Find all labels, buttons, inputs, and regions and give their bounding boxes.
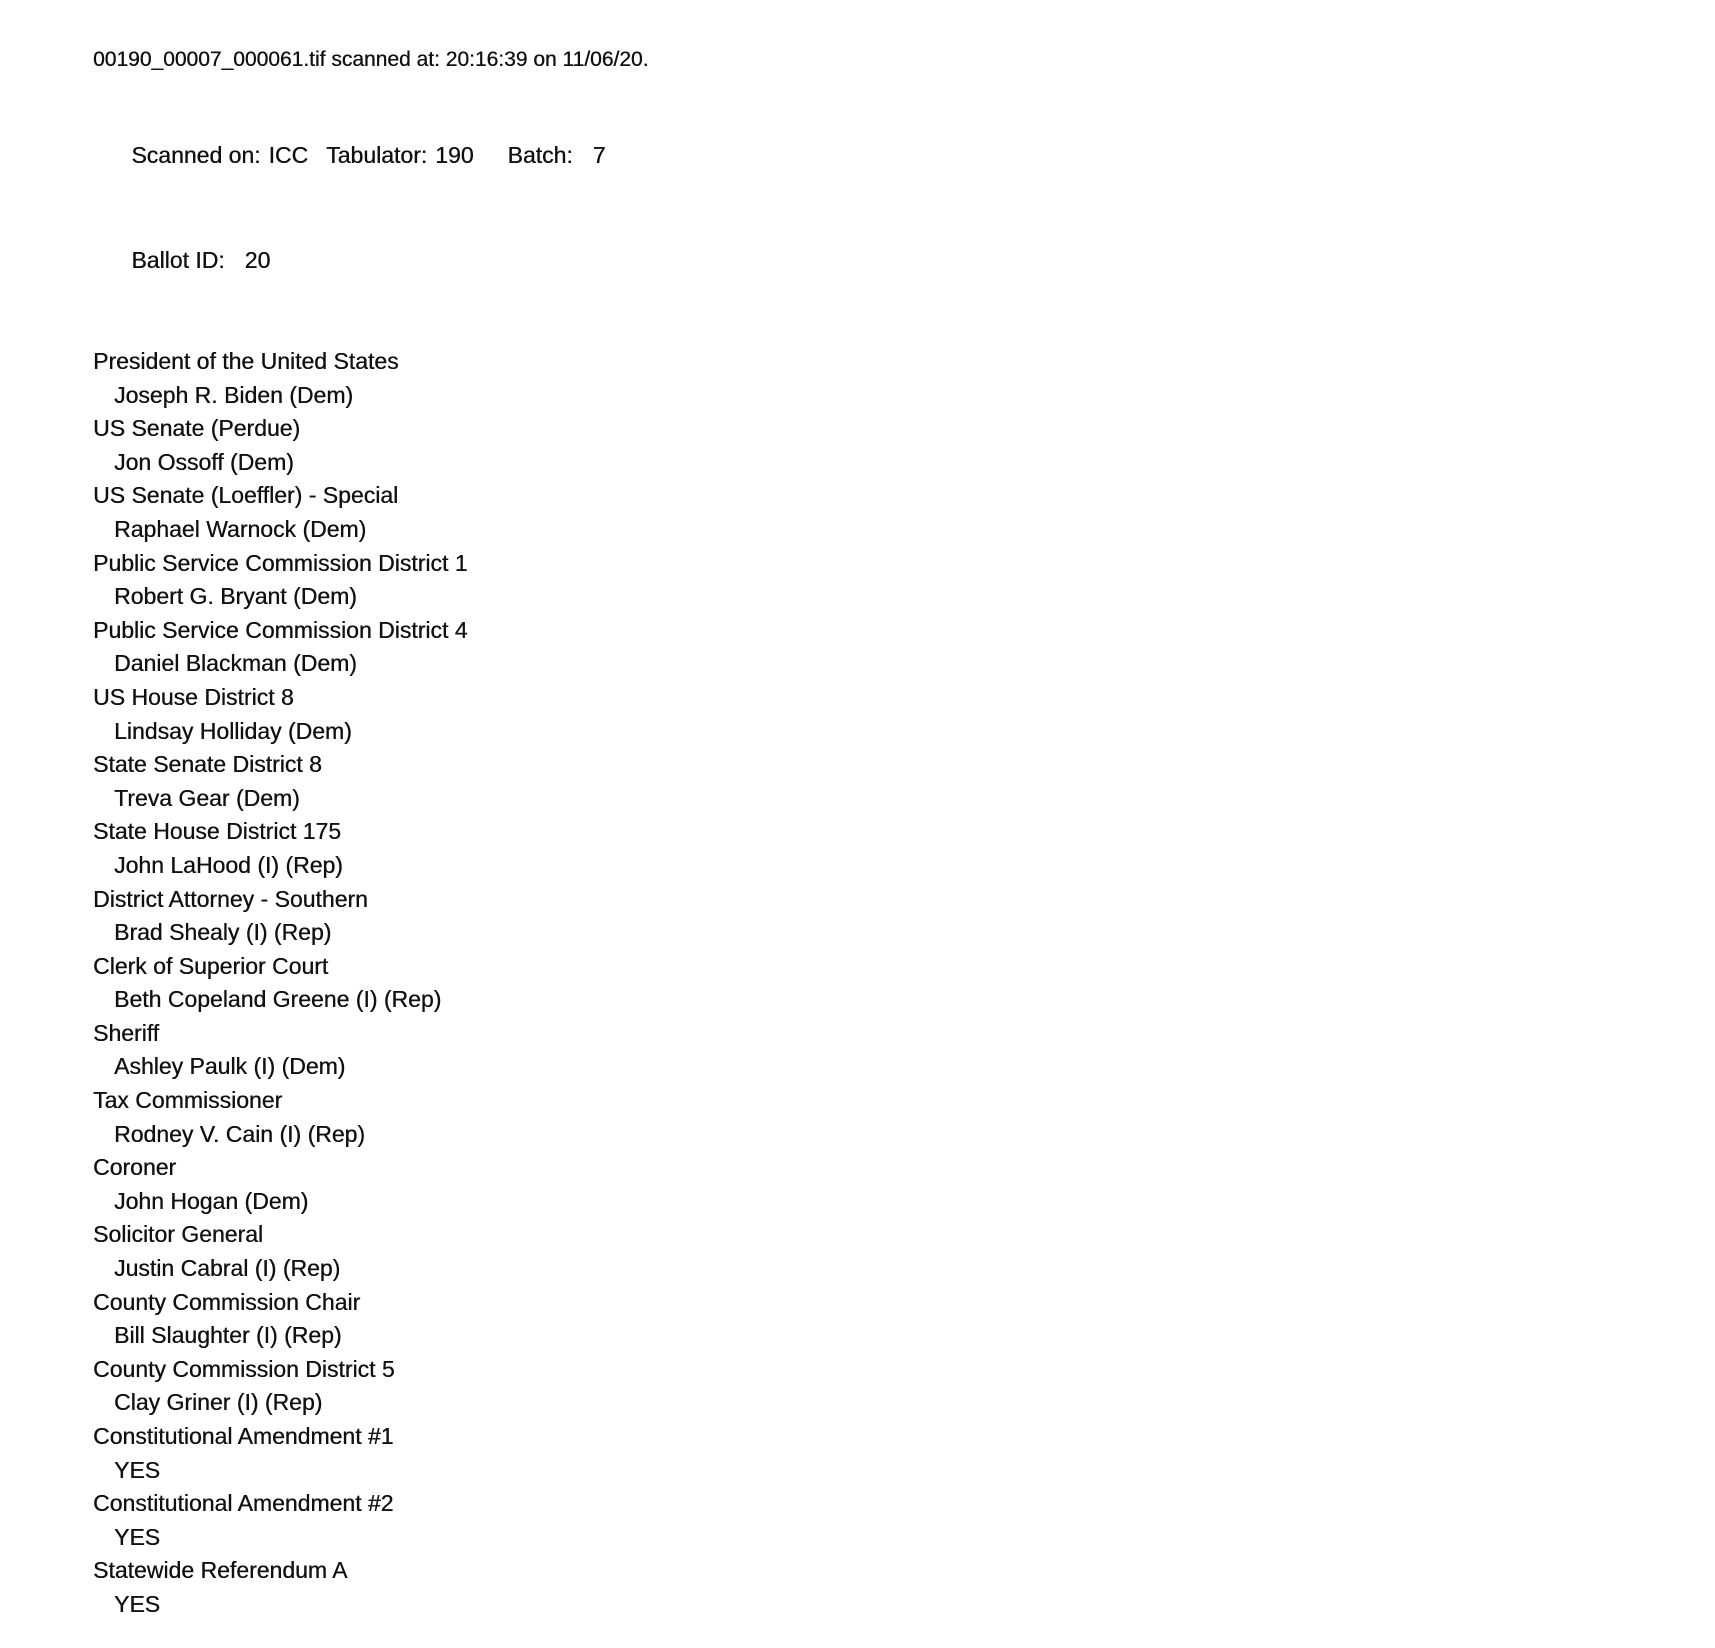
contest-selection: Treva Gear (Dem) xyxy=(114,784,300,811)
contest-title: County Commission District 5 xyxy=(93,1355,395,1382)
contest-title: Solicitor General xyxy=(93,1221,264,1248)
contest-row xyxy=(93,1084,1675,1151)
contest-title: Public Service Commission District 4 xyxy=(93,616,468,643)
scanned-on-label: Scanned on: xyxy=(131,142,261,168)
contest-row xyxy=(93,1286,1675,1353)
contest-row xyxy=(93,1017,1675,1084)
contest-row xyxy=(93,547,1675,614)
contest-row xyxy=(93,681,1675,748)
contest-selection: Daniel Blackman (Dem) xyxy=(114,650,357,677)
contest-title: Coroner xyxy=(93,1154,177,1181)
contest-selection: Jon Ossoff (Dem) xyxy=(114,448,294,475)
contest-row xyxy=(93,1420,1675,1487)
ballot-id-line xyxy=(93,208,1675,313)
contest-selection: YES xyxy=(114,1590,161,1617)
contest-selection: Beth Copeland Greene (I) (Rep) xyxy=(114,986,442,1013)
contest-title: Tax Commissioner xyxy=(93,1087,283,1114)
contest-title: Clerk of Superior Court xyxy=(93,952,329,979)
contest-selection: Raphael Warnock (Dem) xyxy=(114,515,367,542)
batch-value: 7 xyxy=(592,142,606,168)
batch-label: Batch: xyxy=(507,142,573,168)
scan-filename-line: 00190_00007_000061.tif scanned at: 20:16:39 on 11/06/20. xyxy=(93,48,649,71)
contest-title: County Commission Chair xyxy=(93,1288,361,1315)
contest-selection: Robert G. Bryant (Dem) xyxy=(114,583,357,610)
contest-row xyxy=(93,950,1675,1017)
contest-row xyxy=(93,614,1675,681)
scanner-info-block xyxy=(93,103,1675,313)
contest-title: Sheriff xyxy=(93,1019,160,1046)
contest-selection: Ashley Paulk (I) (Dem) xyxy=(114,1053,346,1080)
contest-title: Public Service Commission District 1 xyxy=(93,549,468,576)
contest-selection: YES xyxy=(114,1456,161,1483)
contest-title: US Senate (Perdue) xyxy=(93,415,301,442)
contest-title: US Senate (Loeffler) - Special xyxy=(93,482,399,509)
contest-row xyxy=(93,345,1675,412)
scanned-on-value: ICC xyxy=(268,142,309,168)
contest-row xyxy=(93,1487,1675,1554)
ballot-id-label: Ballot ID: xyxy=(131,247,225,273)
contest-title: State House District 175 xyxy=(93,818,342,845)
contest-row xyxy=(93,748,1675,815)
contest-title: District Attorney - Southern xyxy=(93,885,368,912)
contest-row xyxy=(93,1151,1675,1218)
contest-row xyxy=(93,479,1675,546)
contest-title: State Senate District 8 xyxy=(93,751,322,778)
contest-list xyxy=(93,345,1675,1622)
contest-selection: Joseph R. Biden (Dem) xyxy=(114,381,354,408)
contest-row xyxy=(93,1218,1675,1285)
contest-title: Constitutional Amendment #1 xyxy=(93,1423,394,1449)
contest-row xyxy=(93,883,1675,950)
contest-selection: YES xyxy=(114,1523,161,1550)
tabulator-value: 190 xyxy=(435,142,474,168)
contest-selection: John Hogan (Dem) xyxy=(114,1187,309,1214)
contest-selection: Lindsay Holliday (Dem) xyxy=(114,717,352,744)
contest-row xyxy=(93,1353,1675,1420)
contest-title: US House District 8 xyxy=(93,683,294,710)
contest-selection: Justin Cabral (I) (Rep) xyxy=(114,1255,341,1282)
ballot-id-value: 20 xyxy=(244,247,271,273)
contest-row xyxy=(93,412,1675,479)
contest-selection: John LaHood (I) (Rep) xyxy=(114,851,343,878)
contest-selection: Rodney V. Cain (I) (Rep) xyxy=(114,1120,365,1147)
contest-selection: Clay Griner (I) (Rep) xyxy=(114,1389,323,1416)
contest-row xyxy=(93,1554,1675,1621)
tabulator-label: Tabulator: xyxy=(326,142,428,168)
contest-selection: Brad Shealy (I) (Rep) xyxy=(114,919,332,946)
contest-title: Statewide Referendum A xyxy=(93,1557,348,1584)
contest-title: President of the United States xyxy=(93,348,399,374)
contest-row xyxy=(93,815,1675,882)
contest-title: Constitutional Amendment #2 xyxy=(93,1490,394,1517)
scanner-info-line xyxy=(93,103,1675,208)
contest-selection: Bill Slaughter (I) (Rep) xyxy=(114,1322,342,1349)
